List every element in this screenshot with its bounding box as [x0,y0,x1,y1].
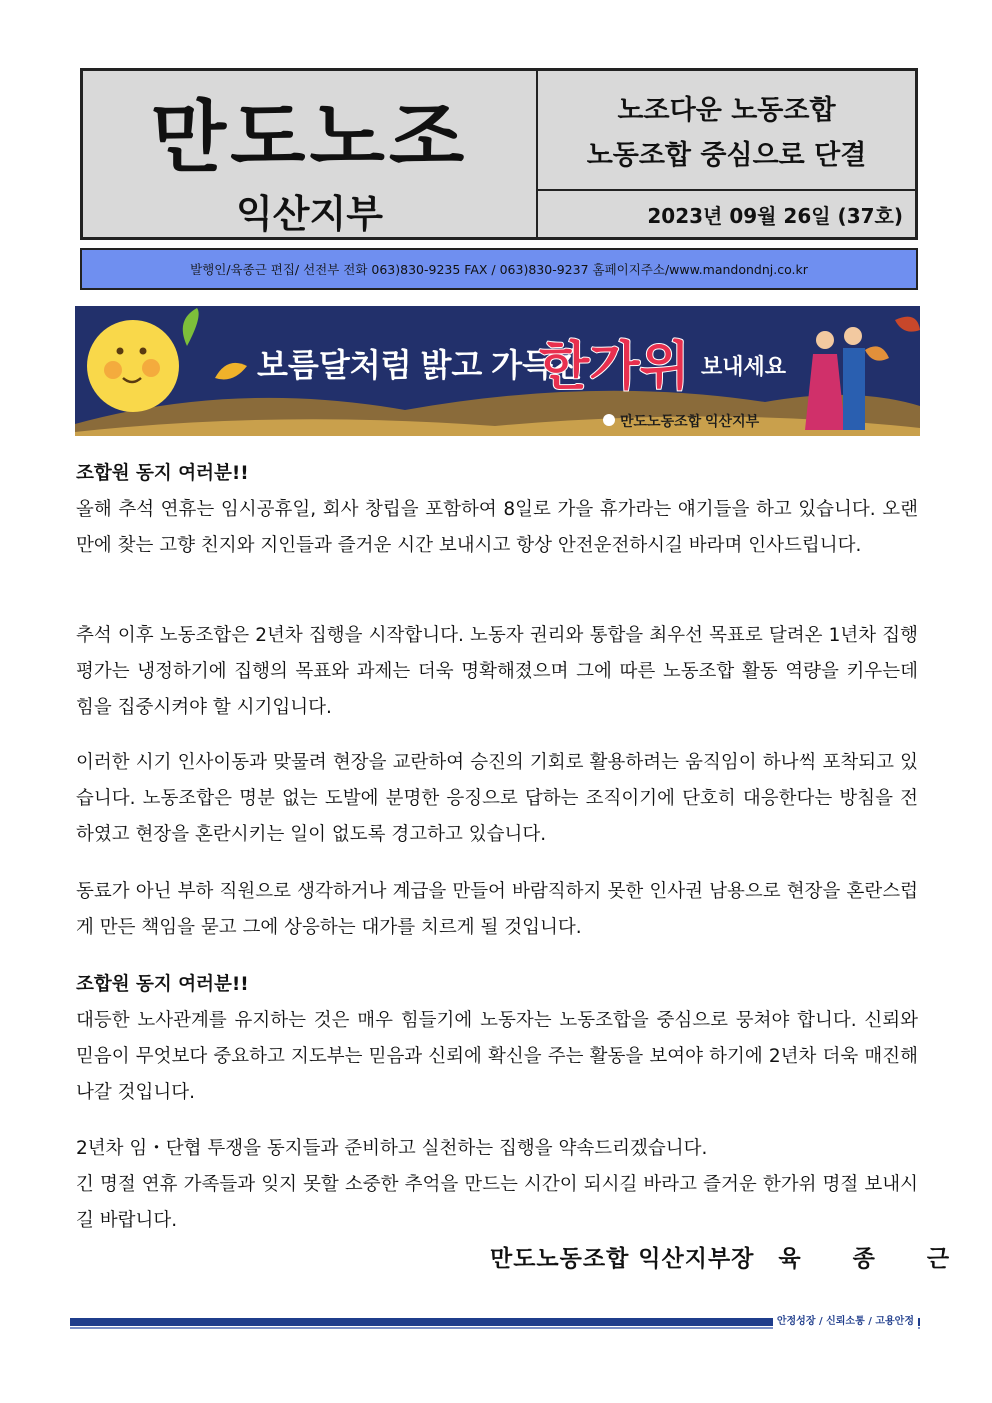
branch-name: 익산지부 [236,192,383,236]
masthead-slogan [538,71,915,191]
publisher-info-bar [80,248,918,290]
greeting-heading: 조합원 동지 여러분!! [76,463,249,484]
paragraph-1: 올해 추석 연휴는 임시공휴일, 회사 창립을 포함하여 8일로 가을 휴가라는 얘기들을 하고 있습니다. 오랜만에 찾는 고향 친지와 지인들과 즐거운 시간 보내시고 항상 안전운전하시길 바라며 인사드립니다. [76,499,918,556]
union-logo-icon [603,414,615,426]
paragraph-5: 대등한 노사관계를 유지하는 것은 매우 힘들기에 노동자는 노동조합을 중심으로 뭉쳐야 합니다. 신뢰와 믿음이 무엇보다 중요하고 지도부는 믿음과 신뢰에 확신을 주는 활동을 보여야 하기에 2년차 더욱 매진해 나갈 것입니다. [76,1010,918,1103]
slogan-line-1: 노조다운 노동조합 [617,95,836,126]
newsletter-title: 만도노조 [150,93,469,183]
moon-eye-left-icon [117,348,124,355]
signature-org: 만도노동조합 익산지부장 [490,1246,755,1272]
paragraph-7: 긴 명절 연휴 가족들과 잊지 못할 소중한 추억을 만드는 시간이 되시길 바라고 즐거운 한가위 명절 보내시길 바랍니다. [76,1174,918,1231]
issue-date: 2023년 09월 26일 (37호) [647,203,903,228]
banner-greeting: 보름달처럼 밝고 가득찬 [257,347,584,383]
moon-cheek-right-icon [142,359,160,377]
paragraph-4: 동료가 아닌 부하 직원으로 생각하거나 계급을 만들어 바람직하지 못한 인사권 남용으로 현장을 혼란스럽게 만든 책임을 묻고 그에 상응하는 대가를 치르게 될 것입니다. [76,881,918,938]
article-section-1 [76,456,918,564]
article-section-3 [76,1131,918,1239]
masthead [80,68,918,240]
full-moon-icon [87,320,179,412]
moon-cheek-left-icon [104,361,122,379]
moon-eye-right-icon [140,348,147,355]
signature [490,1240,971,1273]
greeting-heading-2: 조합원 동지 여러분!! [76,974,249,995]
banner-greeting-end: 보내세요 [701,354,787,379]
paragraph-3: 이러한 시기 인사이동과 맞물려 현장을 교란하여 승진의 기회로 활용하려는 움직임이 하나씩 포착되고 있습니다. 노동조합은 명분 없는 도발에 분명한 응징으로 답하는 조직이기에 단호히 대응한다는 방침을 전하였고 현장을 혼란시키는 일이 없도록 경고하고 있습니다. [76,752,918,845]
chuseok-banner [75,306,920,436]
banner-highlight: 한가위 [539,338,690,396]
publisher-info-text: 발행인/육종근 편집/ 선전부 전화 063)830-9235 FAX / 063)830-9237 홈페이지주소/www.mandondnj.co.kr [190,262,808,277]
signature-name: 육 종 근 [778,1246,972,1272]
slogan-line-2: 노동조합 중심으로 단결 [586,140,867,171]
footer-slogan: 안정성장 / 신뢰소통 / 고용안정 [773,1313,918,1331]
masthead-left [83,71,538,237]
paragraph-2: 추석 이후 노동조합은 2년차 집행을 시작합니다. 노동자 권리와 통합을 최우선 목표로 달려온 1년차 집행 평가는 냉정하기에 집행의 목표와 과제는 더욱 명확해졌으며 그에 따른 노동조합 활동 역량을 키우는데 힘을 집중시켜야 할 시기입니다. [76,625,918,718]
banner-org: 만도노동조합 익산지부 [620,413,760,429]
article-section-2 [76,967,918,1111]
paragraph-6: 2년차 임・단협 투쟁을 동지들과 준비하고 실천하는 집행을 약속드리겠습니다. [76,1138,708,1159]
